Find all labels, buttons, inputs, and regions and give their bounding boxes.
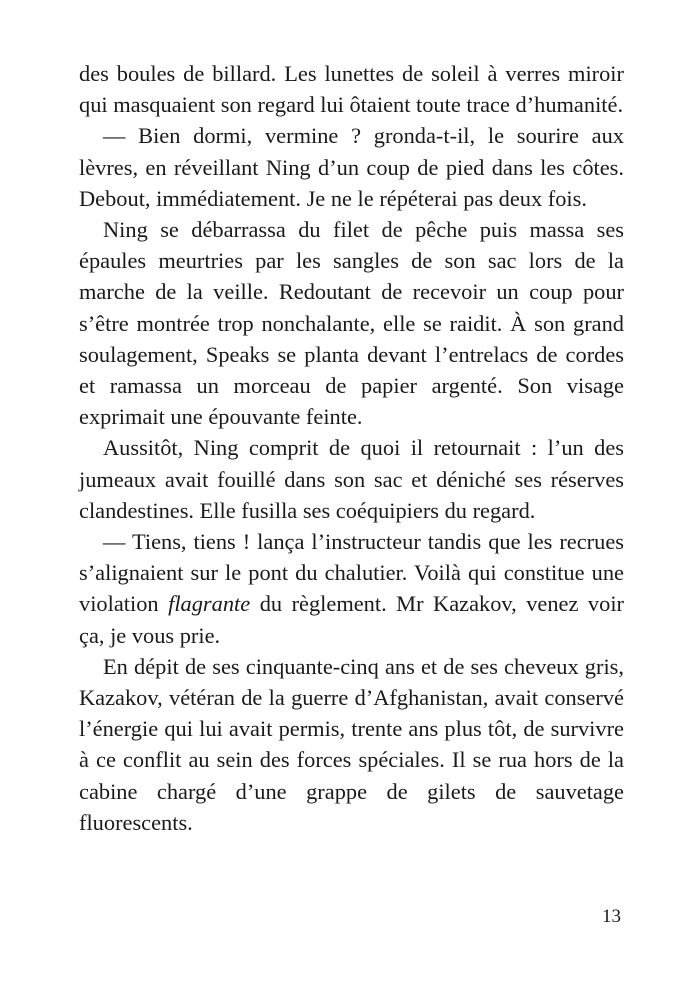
page-number: 13 (602, 906, 621, 927)
paragraph-3: Ning se débarrassa du filet de pêche puis massa ses épaules meurtries par les sangles de son sac lors de la marche de la veille. Redoutant de recevoir un coup pour s’être montrée trop nonchalante, elle se raidit. À son grand soulagement, Speaks se planta devant l’entrelacs de cordes et ramassa un morceau de papier argenté. Son visage exprimait une épouvante feinte. (79, 217, 624, 430)
paragraph-5-before: — Tiens, tiens ! lança l’instructeur tandis que les recrues s’alignaient sur le pont du chalutier. Voilà qui constitue une violation (79, 529, 624, 617)
paragraph-2: — Bien dormi, vermine ? gronda-t-il, le sourire aux lèvres, en réveillant Ning d’un coup de pied dans les côtes. Debout, immédiatement. Je ne le répéterai pas deux fois. (79, 123, 624, 211)
paragraph-6: En dépit de ses cinquante-cinq ans et de ses cheveux gris, Kazakov, vétéran de la guerre d’Afghanistan, avait conservé l’énergie qui lui avait permis, trente ans plus tôt, de survivre à ce conflit au sein des forces spéciales. Il se rua hors de la cabine chargé d’une grappe de gilets de sauvetage fluorescents. (79, 653, 624, 835)
paragraph-1: des boules de billard. Les lunettes de soleil à verres miroir qui masquaient son regard lui ôtaient toute trace d’humanité. (79, 61, 624, 118)
paragraph-5-italic: flagrante (168, 591, 251, 617)
paragraph-5-after: du règlement. Mr Kazakov, venez voir ça, je vous prie. (79, 591, 624, 648)
paragraph-5 (79, 526, 624, 651)
body-text (79, 58, 624, 838)
paragraph-4: Aussitôt, Ning comprit de quoi il retournait : l’un des jumeaux avait fouillé dans son sac et déniché ses réserves clandestines. Elle fusilla ses coéquipiers du regard. (79, 435, 624, 523)
